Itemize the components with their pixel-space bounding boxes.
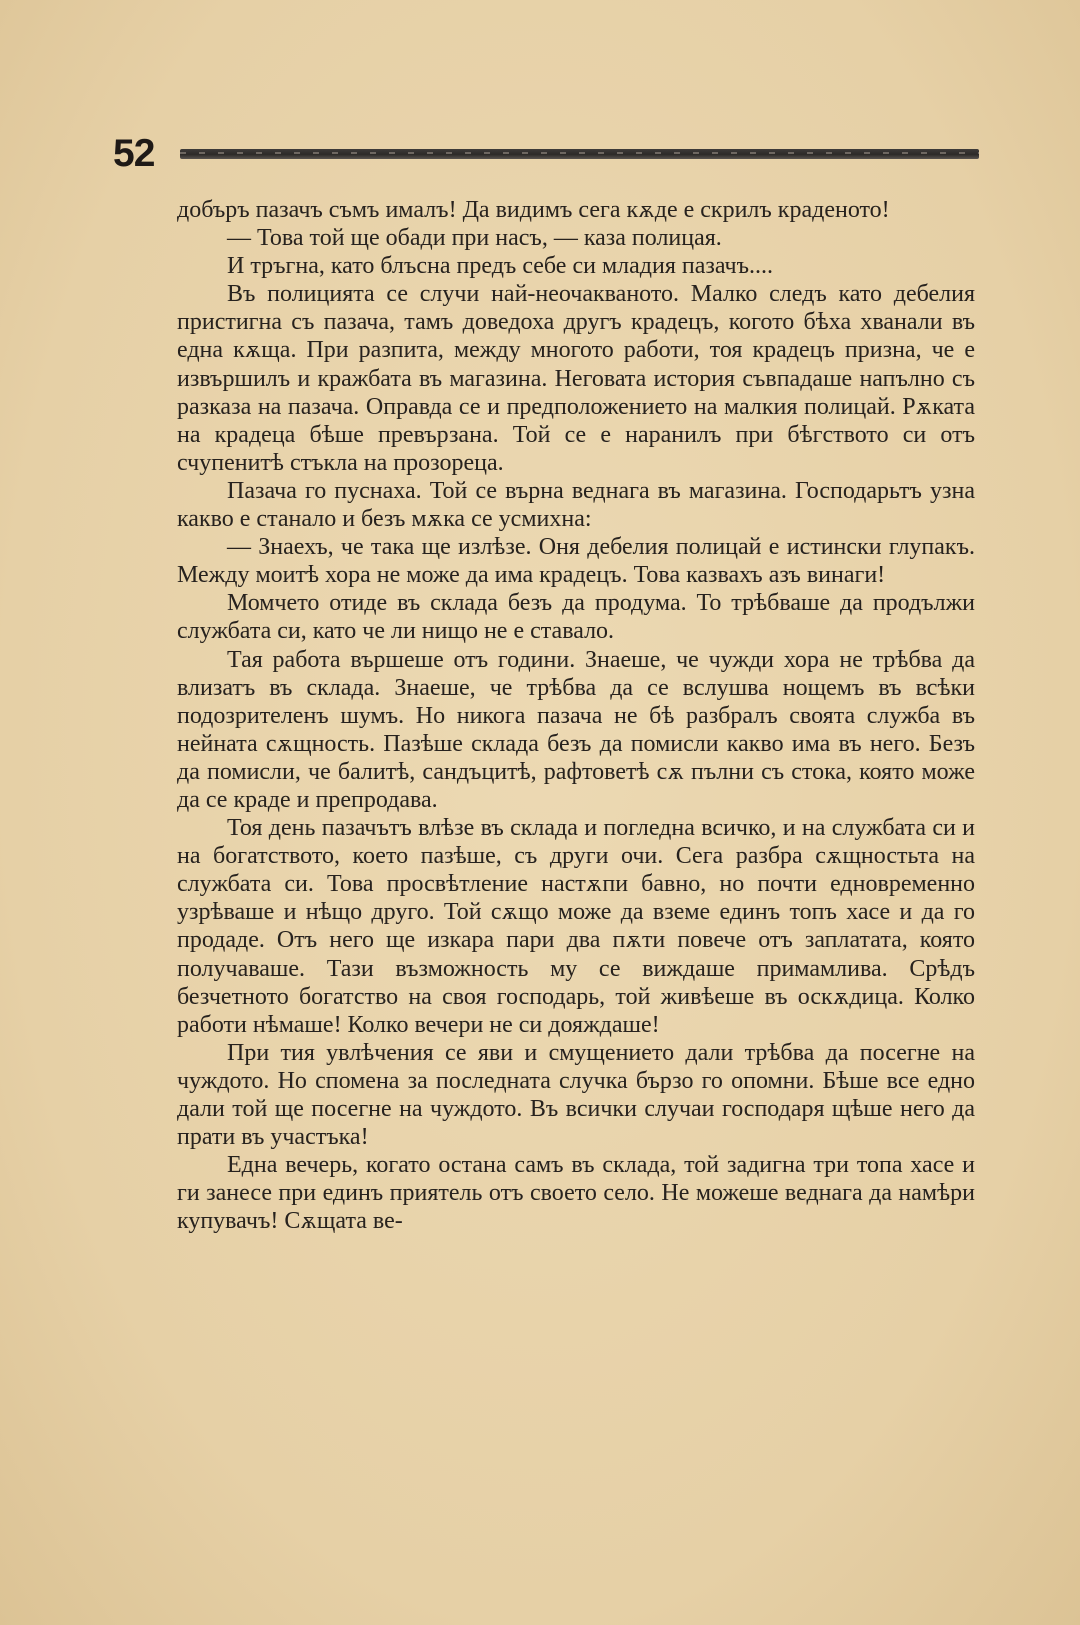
paragraph: — Това той ще обади при насъ, — каза полицая. — [227, 225, 722, 252]
paragraph: добъръ пазачъ съмъ ималъ! Да видимъ сега кѫде е скрилъ краденото! — [177, 197, 890, 223]
paragraph: Тая работа вършеше отъ години. Знаеше, че чужди хора не трѣбва да влизатъ въ склада. Знаеше, че трѣбва да се вслушва нощемъ въ всѣки подозрителенъ шумъ. Но никога пазача не бѣ разбралъ своята служба въ нейната сѫщность. Пазѣше склада безъ да помисли какво има въ него. Безъ да помисли, че балитѣ, сандъцитѣ, рафтоветѣ сѫ пълни съ стока, която може да се краде и препродава. — [177, 646, 975, 813]
paragraph: — Знаехъ, че така ще излѣзе. Оня дебелия полицай е истински глупакъ. Между моитѣ хора не може да има крадецъ. Това казвахъ азъ винаги! — [177, 534, 975, 589]
paragraph: И тръгна, като блъсна предъ себе си младия пазачъ.... — [227, 253, 774, 280]
paragraph: Пазача го пуснаха. Той се върна веднага въ магазина. Господарьтъ узна какво е станало и безъ мѫка се усмихна: — [177, 477, 975, 533]
paragraph: Момчето отиде въ склада безъ да продума. То трѣбваше да продължи службата си, като че ли нищо не е ставало. — [177, 590, 975, 645]
paragraph: Тоя день пазачътъ влѣзе въ склада и погледна всичко, и на службата си и на богатството, което пазѣше, съ други очи. Сега разбра сѫщностьта на службата си. Това просвѣтление настѫпи бавно, но почти едновременно узрѣваше и нѣщо друго. Той сѫщо може да вземе единъ топъ хасе и да го продаде. Отъ него ще изкара пари два пѫти повече отъ заплатата, която получаваше. Тази възможность му се виждаше примамлива. Срѣдъ безчетното богатство на своя господарь, той живѣеше въ оскѫдица. Колко работи нѣмаше! Колко вечери не си дояждаше! — [177, 815, 975, 1038]
page-header — [113, 128, 979, 180]
paragraph: Въ полицията се случи най-неочакваното. Малко следъ като дебелия пристигна съ пазача, тамъ доведоха другъ крадецъ, когото бѣха хванали въ една кѫща. При разпита, между многото работи, тоя крадецъ призна, че е извършилъ и кражбата въ магазина. Неговата история съвпадаше напълно съ разказа на пазача. Оправда се и предположението на малкия полицай. Рѫката на крадеца бѣше превързана. Той се е наранилъ при бѣгството си отъ счупенитѣ стъкла на прозореца. — [177, 281, 975, 476]
body-text — [177, 196, 975, 1235]
paragraph: Една вечерь, когато остана самъ въ склада, той задигна три топа хасе и ги занесе при единъ приятель отъ своето село. Не можеше веднага да намѣри купувачъ! Сѫщата ве- — [177, 1152, 975, 1235]
page-number: 52 — [113, 132, 155, 175]
header-rule — [180, 149, 979, 159]
paragraph: При тия увлѣчения се яви и смущението дали трѣбва да посегне на чуждото. Но спомена за последната случка бързо го опомни. Бѣше все едно дали той ще посегне на чуждото. Въ всички случаи господаря щѣше него да прати въ участъка! — [177, 1039, 975, 1151]
